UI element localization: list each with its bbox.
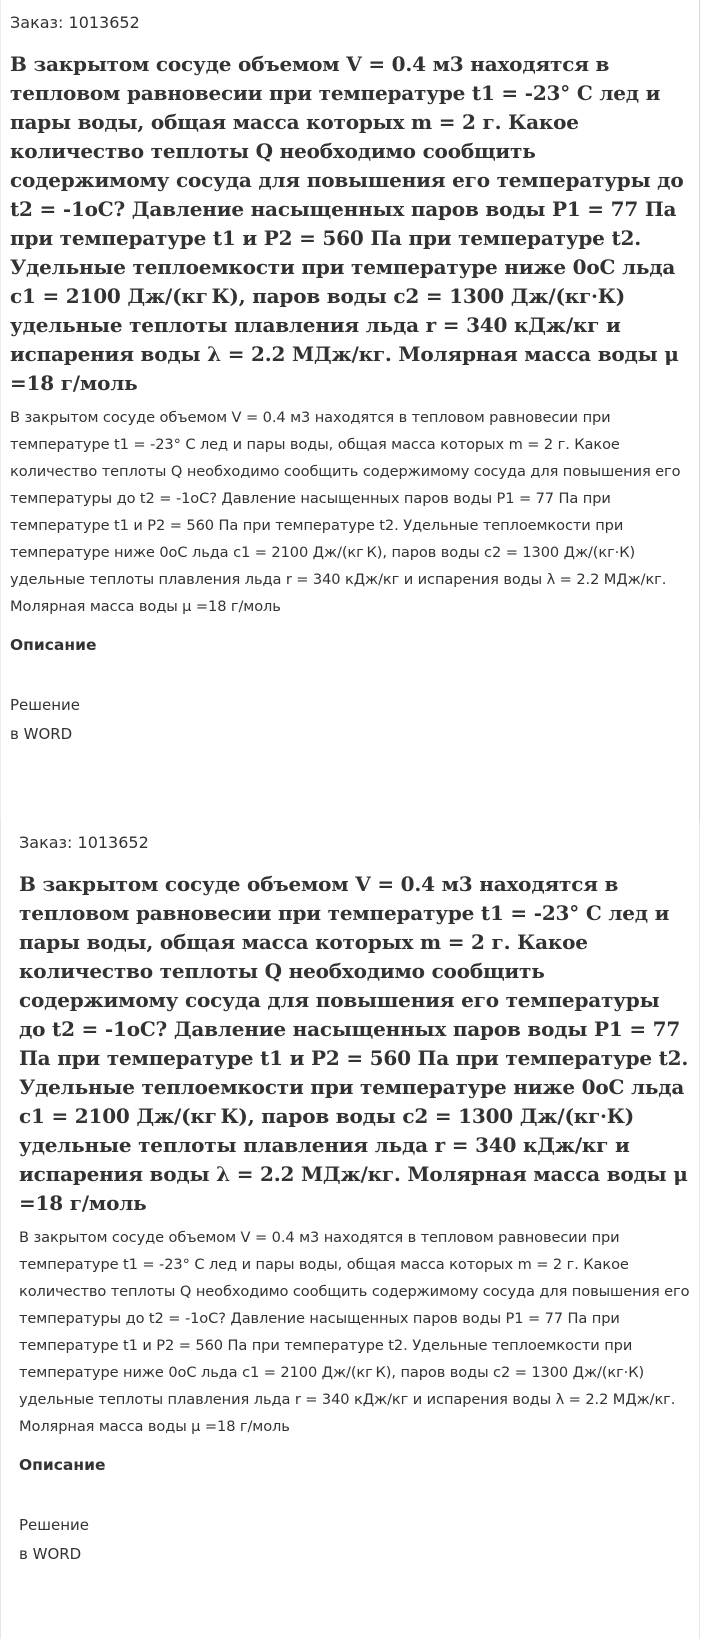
description-heading: Описание: [10, 636, 97, 654]
problem-title: В закрытом сосуде объемом V = 0.4 м3 находятся в тепловом равновесии при температуре t1 = -23° С лед и пары воды, общая масса которых m = 2 г. Какое количество теплоты Q необходимо сообщить содержимому сосуда для повышения его температуры до t2 = -1оС? Давление насыщенных паров воды Р1 = 77 Па при температуре t1 и Р2 = 560 Па при температуре t2. Удельные теплоемкости при температуре ниже 0оС льда с1 = 2100 Дж/(кг К), паров воды с2 = 1300 Дж/(кг·К) удельные теплоты плавления льда r = 340 кДж/кг и испарения воды λ = 2.2 МДж/кг. Молярная масса воды μ =18 г/моль: [19, 872, 689, 1215]
order-card-1: [0, 0, 700, 820]
order-number: Заказ: 1013652: [10, 13, 140, 32]
problem-description: В закрытом сосуде объемом V = 0.4 м3 находятся в тепловом равновесии при температуре t1 = -23° С лед и пары воды, общая масса которых m = 2 г. Какое количество теплоты Q необходимо сообщить содержимому сосуда для повышения его температуры до t2 = -1оС? Давление насыщенных паров воды Р1 = 77 Па при температуре t1 и Р2 = 560 Па при температуре t2. Удельные теплоемкости при температуре ниже 0оС льда с1 = 2100 Дж/(кг К), паров воды с2 = 1300 Дж/(кг·К) удельные теплоты плавления льда r = 340 кДж/кг и испарения воды λ = 2.2 МДж/кг. Молярная масса воды μ =18 г/моль: [10, 409, 681, 615]
solution-info: [10, 691, 699, 749]
solution-format: в WORD: [19, 1545, 82, 1563]
problem-description: В закрытом сосуде объемом V = 0.4 м3 находятся в тепловом равновесии при температуре t1 = -23° С лед и пары воды, общая масса которых m = 2 г. Какое количество теплоты Q необходимо сообщить содержимому сосуда для повышения его температуры до t2 = -1оС? Давление насыщенных паров воды Р1 = 77 Па при температуре t1 и Р2 = 560 Па при температуре t2. Удельные теплоемкости при температуре ниже 0оС льда с1 = 2100 Дж/(кг К), паров воды с2 = 1300 Дж/(кг·К) удельные теплоты плавления льда r = 340 кДж/кг и испарения воды λ = 2.2 МДж/кг. Молярная масса воды μ =18 г/моль: [19, 1229, 690, 1435]
problem-title: В закрытом сосуде объемом V = 0.4 м3 находятся в тепловом равновесии при температуре t1 = -23° С лед и пары воды, общая масса которых m = 2 г. Какое количество теплоты Q необходимо сообщить содержимому сосуда для повышения его температуры до t2 = -1оС? Давление насыщенных паров воды Р1 = 77 Па при температуре t1 и Р2 = 560 Па при температуре t2. Удельные теплоемкости при температуре ниже 0оС льда с1 = 2100 Дж/(кг К), паров воды с2 = 1300 Дж/(кг·К) удельные теплоты плавления льда r = 340 кДж/кг и испарения воды λ = 2.2 МДж/кг. Молярная масса воды μ =18 г/моль: [10, 52, 684, 395]
description-heading: Описание: [19, 1456, 106, 1474]
solution-label: Решение: [19, 1516, 90, 1534]
solution-info: [19, 1511, 699, 1569]
order-number: Заказ: 1013652: [19, 833, 149, 852]
solution-format: в WORD: [10, 725, 73, 743]
solution-label: Решение: [10, 696, 81, 714]
order-card-2: [0, 820, 700, 1639]
